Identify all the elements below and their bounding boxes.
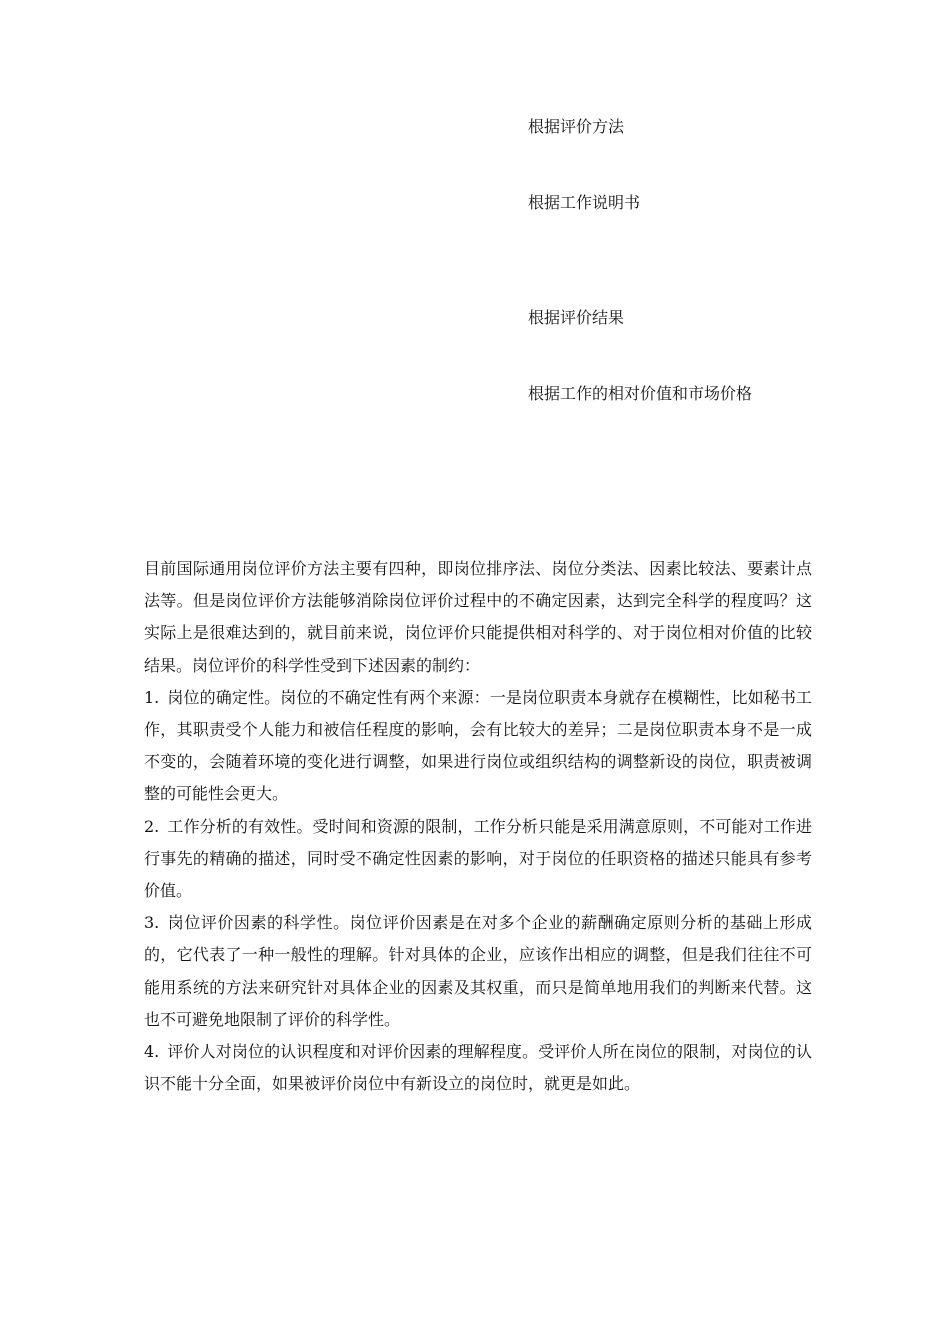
intro-paragraph: 目前国际通用岗位评价方法主要有四种，即岗位排序法、岗位分类法、因素比较法、要素计点法等。但是岗位评价方法能够消除岗位评价过程中的不确定因素，达到完全科学的程度吗？这实际上是很难达到的，就目前来说，岗位评价只能提供相对科学的、对于岗位相对价值的比较结果。岗位评价的科学性受到下述因素的制约： bbox=[144, 559, 812, 675]
list-item-text: 评价人对岗位的认识程度和对评价因素的理解程度。受评价人所在岗位的限制，对岗位的认识不能十分全面，如果被评价岗位中有新设立的岗位时，就更是如此。 bbox=[144, 1042, 812, 1094]
list-item-text: 岗位的确定性。岗位的不确定性有两个来源：一是岗位职责本身就存在模糊性，比如秘书工作，其职责受个人能力和被信任程度的影响，会有比较大的差异；二是岗位职责本身不是一成不变的，会随着环境的变化进行调整，如果进行岗位或组织结构的调整新设的岗位，职责被调整的可能性会更大。 bbox=[144, 687, 812, 804]
label-relative-value-market-price: 根据工作的相对价值和市场价格 bbox=[528, 384, 753, 403]
list-item-text: 岗位评价因素的科学性。岗位评价因素是在对多个企业的薪酬确定原则分析的基础上形成的，它代表了一种一般性的理解。针对具体的企业，应该作出相应的调整，但是我们往往不可能用系统的方法来研究针对具体企业的因素及其权重，而只是简单地用我们的判断来代替。这也不可避免地限制了评价的科学性。 bbox=[144, 913, 812, 1029]
body-text bbox=[144, 553, 812, 1100]
list-item bbox=[144, 907, 812, 1036]
list-item bbox=[144, 811, 812, 908]
list-item-number: 4. bbox=[144, 1042, 160, 1062]
label-job-description: 根据工作说明书 bbox=[528, 193, 641, 212]
list-item-number: 2. bbox=[144, 816, 160, 836]
list-item-number: 3. bbox=[144, 913, 160, 933]
list-item bbox=[144, 1036, 812, 1100]
list-item-text: 工作分析的有效性。受时间和资源的限制，工作分析只能是采用满意原则，不可能对工作进行事先的精确的描述，同时受不确定性因素的影响，对于岗位的任职资格的描述只能具有参考价值。 bbox=[144, 816, 812, 901]
list-item-number: 1. bbox=[144, 687, 160, 707]
list-item bbox=[144, 682, 812, 811]
label-evaluation-method: 根据评价方法 bbox=[528, 117, 625, 136]
label-evaluation-result: 根据评价结果 bbox=[528, 308, 625, 327]
